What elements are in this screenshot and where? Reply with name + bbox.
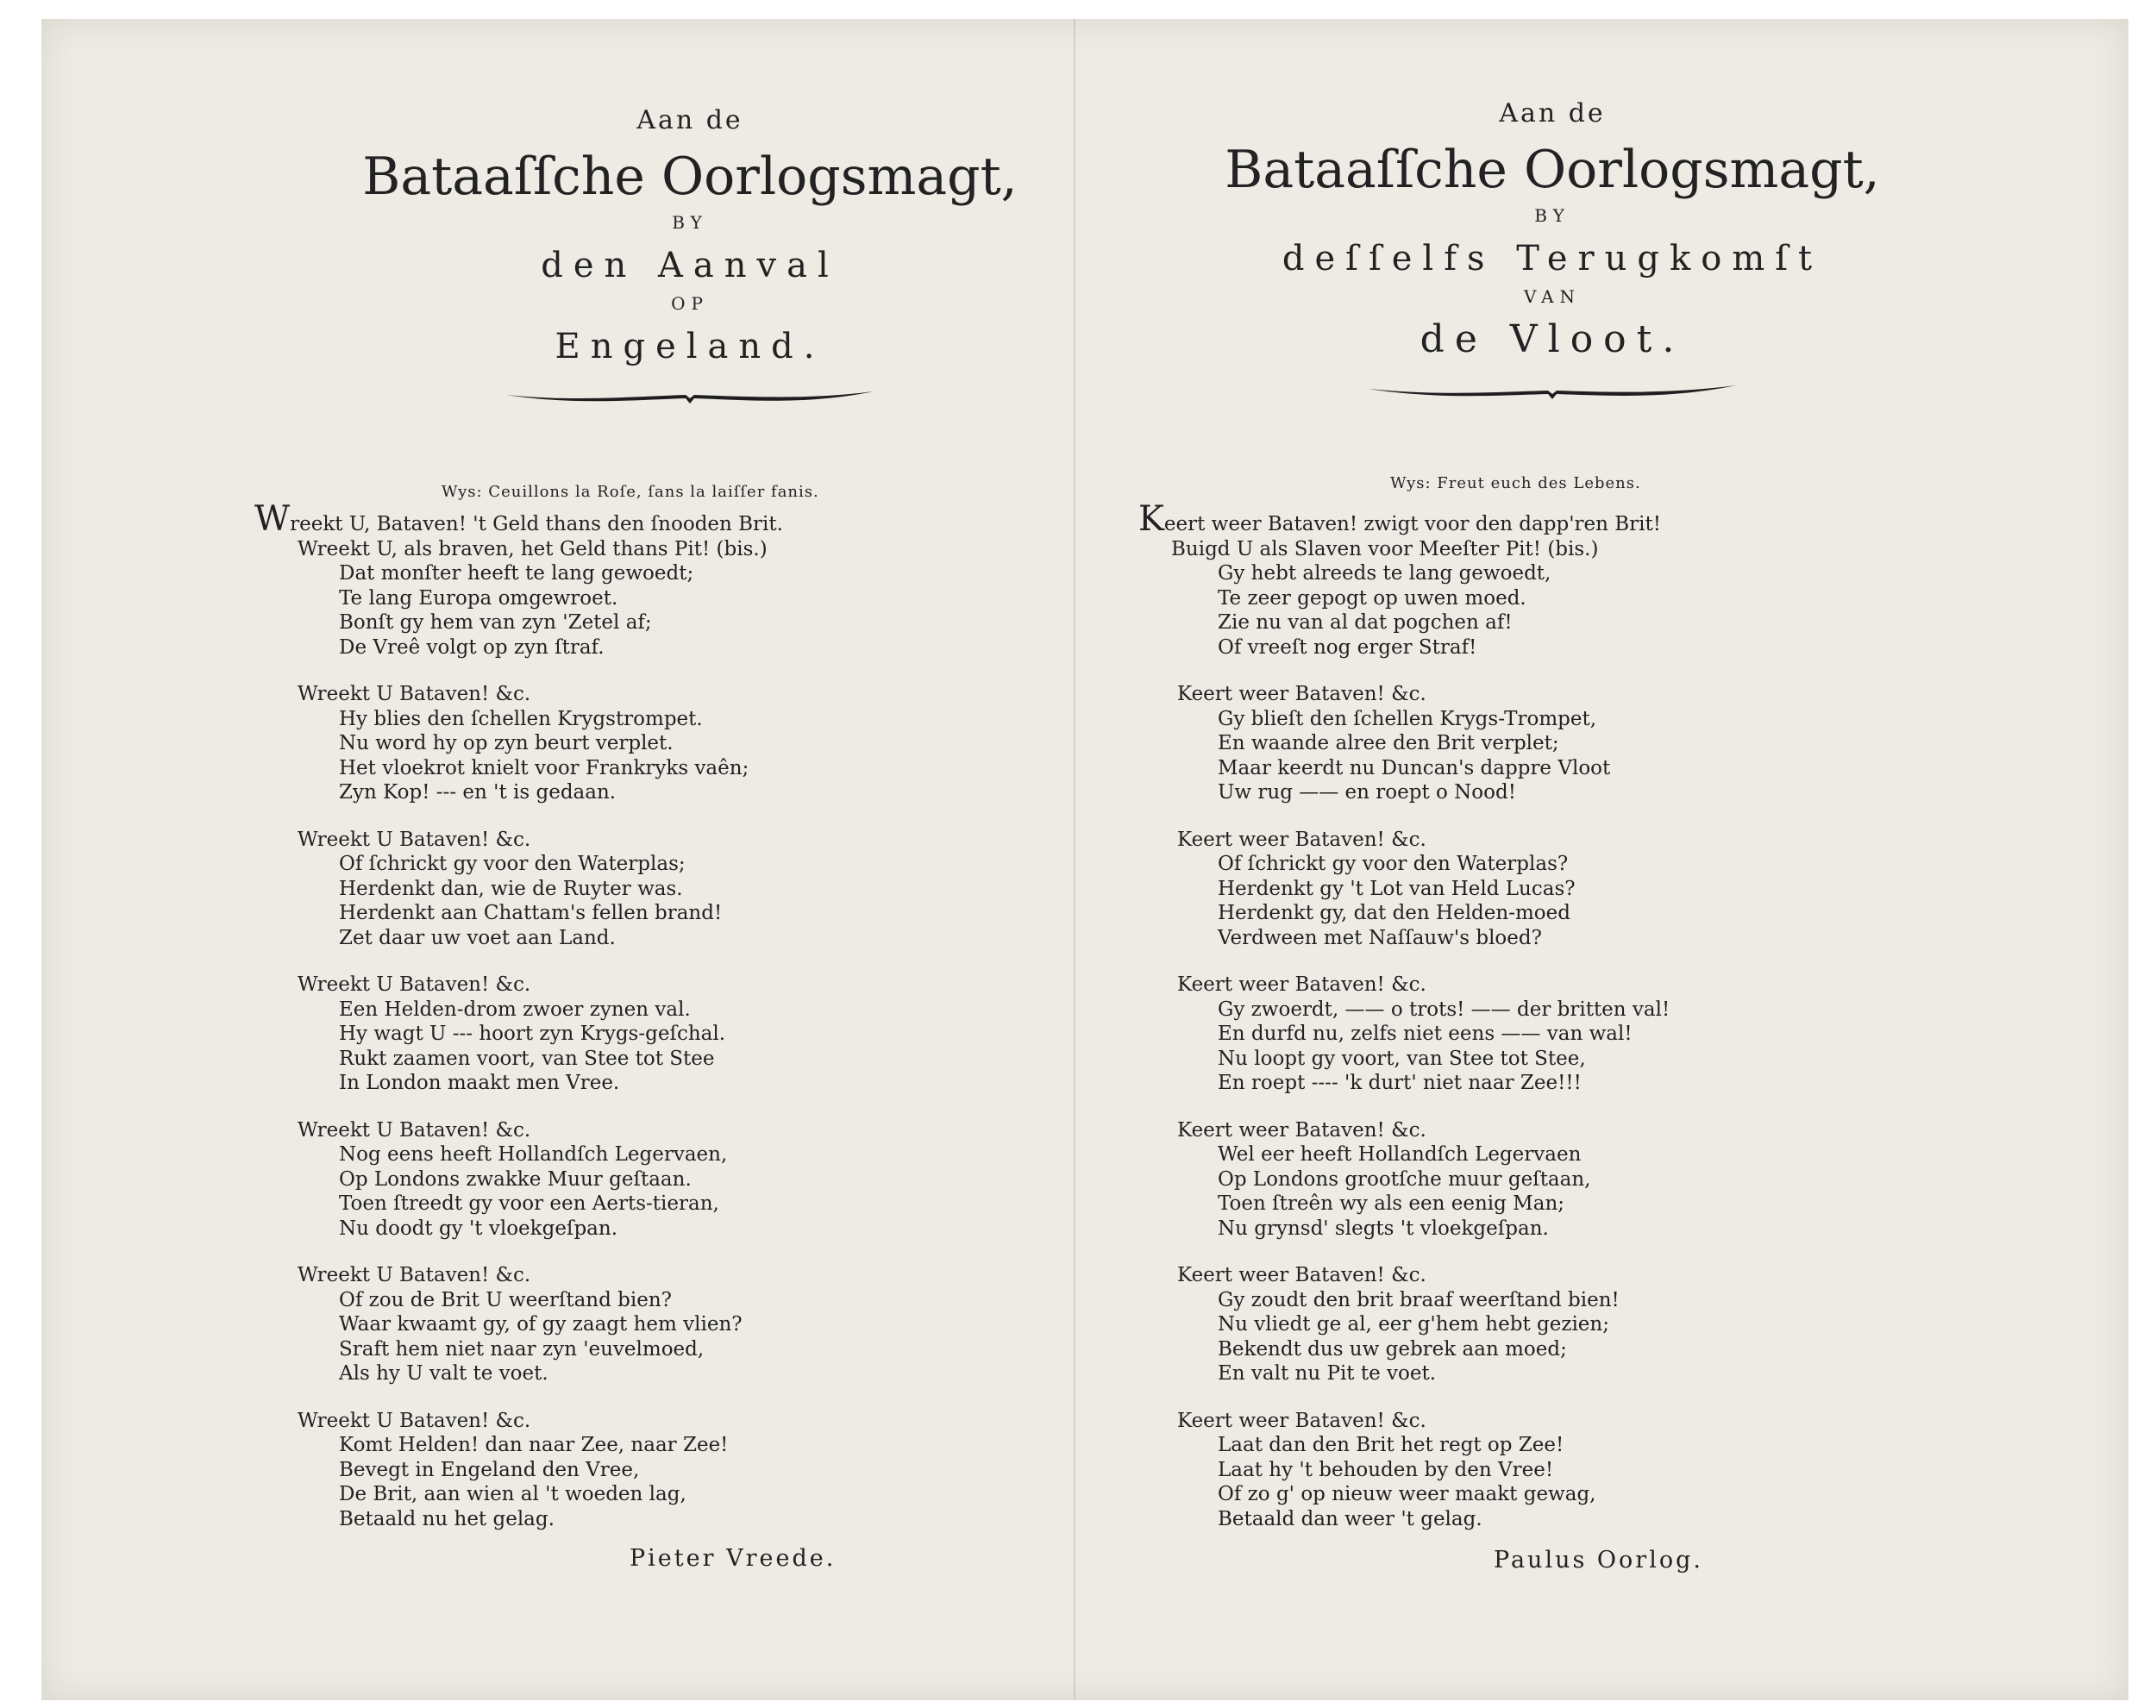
- right-poem-line: Uw rug —— en roept o Nood!: [1218, 781, 1516, 804]
- right-title-line1: Aan de: [1499, 98, 1606, 128]
- right-poem-line: Herdenkt gy 't Lot van Held Lucas?: [1218, 877, 1576, 900]
- left-poem-line: Herdenkt dan, wie de Ruyter was.: [339, 877, 683, 900]
- right-stanza-2: [1138, 682, 1670, 805]
- left-title-line6: Engeland.: [555, 327, 825, 366]
- left-title-block: [354, 105, 1026, 407]
- left-drop-cap: W: [254, 499, 291, 539]
- left-poem-line: Als hy U valt te voet.: [339, 1362, 548, 1385]
- left-poem-line: Betaald nu het gelag.: [339, 1507, 555, 1530]
- right-poem-line: Nu vliedt ge al, eer g'hem hebt gezien;: [1218, 1313, 1609, 1336]
- left-poem-line: Bevegt in Engeland den Vree,: [339, 1458, 640, 1481]
- left-title-main: Bataaſſche Oorlogsmagt,: [362, 147, 1018, 207]
- right-poem-line: Zie nu van al dat pogchen af!: [1218, 611, 1513, 634]
- right-signature: Paulus Oorlog.: [1494, 1547, 1703, 1573]
- left-stanza-6: [254, 1263, 783, 1386]
- right-poem-line: Te zeer gepogt op uwen moed.: [1218, 586, 1526, 610]
- right-poem-line: Nu loopt gy voort, van Stee tot Stee,: [1218, 1047, 1586, 1070]
- right-poem-line: Buigd U als Slaven voor Meeſter Pit! (bis.): [1171, 537, 1599, 560]
- left-poem-line: Te lang Europa omgewroet.: [339, 586, 618, 610]
- right-poem-line: Verdween met Naſſauw's bloed?: [1218, 926, 1542, 949]
- left-poem-line: Of ſchrickt gy voor den Waterplas;: [339, 853, 686, 875]
- left-poem: [254, 499, 783, 1554]
- right-poem-line: Laat hy 't behouden by den Vree!: [1218, 1458, 1554, 1481]
- right-poem-line: Keert weer Bataven! &c.: [1177, 973, 1426, 996]
- left-stanza-1: [254, 499, 783, 660]
- left-poem-line: Wreekt U Bataven! &c.: [298, 1118, 531, 1142]
- right-stanza-1: [1138, 499, 1670, 660]
- left-title-line4: den Aanval: [541, 246, 839, 285]
- left-stanza-3: [254, 828, 783, 951]
- left-title-line1: Aan de: [636, 105, 743, 135]
- left-poem-line: [254, 499, 783, 539]
- right-poem-line: Of zo g' op nieuw weer maakt gewag,: [1218, 1483, 1596, 1505]
- right-poem-line: Herdenkt gy, dat den Helden-moed: [1218, 902, 1570, 924]
- left-ornament-divider: [505, 386, 875, 407]
- right-poem-line: Gy blieſt den ſchellen Krygs-Trompet,: [1218, 707, 1597, 730]
- left-poem-line: Sraft hem niet naar zyn 'euvelmoed,: [339, 1337, 705, 1361]
- left-poem-line: Waar kwaamt gy, of gy zaagt hem vlien?: [339, 1313, 743, 1336]
- left-poem-line: De Vreê volgt op zyn ſtraf.: [339, 635, 605, 659]
- left-poem-line: Dat monſter heeft te lang gewoedt;: [339, 562, 694, 585]
- left-tune-line: Wys: Ceuillons la Roſe, ſans la laiſſer fanis.: [442, 483, 819, 501]
- right-poem-line: En durfd nu, zelfs niet eens —— van wal!: [1218, 1023, 1633, 1045]
- left-poem-line: Of zou de Brit U weerſtand bien?: [339, 1288, 672, 1311]
- right-poem-line: En valt nu Pit te voet.: [1218, 1362, 1437, 1385]
- left-signature: Pieter Vreede.: [630, 1545, 837, 1572]
- right-poem-line: [1138, 499, 1670, 539]
- left-poem-line: Bonſt gy hem van zyn 'Zetel af;: [339, 611, 652, 634]
- right-poem-line: Keert weer Bataven! &c.: [1177, 828, 1426, 851]
- left-poem-line: Een Helden-drom zwoer zynen val.: [339, 998, 691, 1021]
- right-poem-line: Maar keerdt nu Duncan's dappre Vloot: [1218, 756, 1611, 779]
- right-title-line4: deſſelfs Terugkomſt: [1282, 239, 1823, 278]
- right-title-by: BY: [1534, 205, 1570, 226]
- right-title-van: VAN: [1523, 286, 1582, 307]
- left-poem-line: Het vloekrot knielt voor Frankryks vaên;: [339, 756, 749, 779]
- left-poem-line: Wreekt U Bataven! &c.: [298, 1264, 531, 1286]
- right-title-line6: de Vloot.: [1420, 317, 1685, 361]
- left-poem-line: Rukt zaamen voort, van Stee tot Stee: [339, 1047, 715, 1070]
- left-stanza-2: [254, 682, 783, 805]
- left-stanza-5: [254, 1118, 783, 1242]
- right-poem: [1138, 499, 1670, 1554]
- right-poem-line: Bekendt dus uw gebrek aan moed;: [1218, 1337, 1567, 1361]
- right-poem-line: Gy zwoerdt, —— o trots! —— der britten val!: [1218, 998, 1670, 1021]
- right-poem-line: Gy zoudt den brit braaf weerſtand bien!: [1218, 1288, 1620, 1311]
- left-poem-line: Nog eens heeft Hollandſch Legervaen,: [339, 1143, 728, 1166]
- right-poem-line: Of vreeſt nog erger Straf!: [1218, 635, 1477, 659]
- left-poem-line: Herdenkt aan Chattam's fellen brand!: [339, 902, 723, 924]
- right-poem-line: En roept ---- 'k durt' niet naar Zee!!!: [1218, 1072, 1582, 1094]
- right-title-block: [1173, 98, 1932, 403]
- left-title-op: OP: [671, 293, 709, 314]
- left-title-by: BY: [672, 212, 708, 233]
- right-stanza-5: [1138, 1118, 1670, 1242]
- right-stanza-4: [1138, 973, 1670, 1096]
- left-poem-line: Zet daar uw voet aan Land.: [339, 926, 616, 949]
- left-poem-line: De Brit, aan wien al 't woeden lag,: [339, 1483, 686, 1505]
- left-poem-line: Wreekt U Bataven! &c.: [298, 1409, 531, 1432]
- right-poem-line: Gy hebt alreeds te lang gewoedt,: [1218, 562, 1551, 585]
- left-poem-line: Hy blies den ſchellen Krygstrompet.: [339, 707, 703, 730]
- left-page: [216, 19, 1061, 1700]
- right-poem-line: Wel eer heeft Hollandſch Legervaen: [1218, 1143, 1582, 1166]
- right-poem-line: Keert weer Bataven! &c.: [1177, 1409, 1426, 1432]
- right-poem-line: En waande alree den Brit verplet;: [1218, 732, 1559, 754]
- right-poem-line-text: eert weer Bataven! zwigt voor den dapp'ren Brit!: [1163, 513, 1661, 535]
- left-poem-line: Op Londons zwakke Muur geſtaan.: [339, 1167, 692, 1191]
- right-stanza-3: [1138, 828, 1670, 951]
- left-stanza-7: [254, 1409, 783, 1532]
- right-poem-line: Nu grynsd' slegts 't vloekgeſpan.: [1218, 1217, 1549, 1240]
- left-poem-line: Komt Helden! dan naar Zee, naar Zee!: [339, 1434, 729, 1456]
- right-page: [1121, 19, 2070, 1700]
- right-poem-line: Keert weer Bataven! &c.: [1177, 1264, 1426, 1286]
- right-poem-line: Op Londons grootſche muur geſtaan,: [1218, 1167, 1591, 1191]
- right-stanza-7: [1138, 1409, 1670, 1532]
- left-poem-line: Nu doodt gy 't vloekgeſpan.: [339, 1217, 617, 1240]
- left-poem-line: Wreekt U Bataven! &c.: [298, 973, 531, 996]
- left-poem-line: Wreekt U Bataven! &c.: [298, 683, 531, 705]
- left-poem-line: Wreekt U, als braven, het Geld thans Pit! (bis.): [298, 537, 768, 560]
- left-poem-line-text: reekt U, Bataven! 't Geld thans den ſnooden Brit.: [290, 513, 783, 535]
- left-poem-line: Nu word hy op zyn beurt verplet.: [339, 732, 674, 754]
- right-poem-line: Of ſchrickt gy voor den Waterplas?: [1218, 853, 1569, 875]
- right-drop-cap: K: [1138, 499, 1164, 539]
- left-stanza-4: [254, 973, 783, 1096]
- left-poem-line: Wreekt U Bataven! &c.: [298, 828, 531, 851]
- left-poem-line: In London maakt men Vree.: [339, 1072, 620, 1094]
- left-poem-line: Hy wagt U --- hoort zyn Krygs-geſchal.: [339, 1023, 726, 1045]
- right-tune-line: Wys: Freut euch des Lebens.: [1390, 474, 1641, 492]
- right-poem-line: Betaald dan weer 't gelag.: [1218, 1507, 1482, 1530]
- right-ornament-divider: [1367, 382, 1738, 403]
- right-title-main: Bataaſſche Oorlogsmagt,: [1225, 140, 1880, 200]
- right-stanza-6: [1138, 1263, 1670, 1386]
- left-poem-line: Toen ſtreedt gy voor een Aerts-tieran,: [339, 1192, 719, 1215]
- right-poem-line: Keert weer Bataven! &c.: [1177, 1118, 1426, 1142]
- center-fold: [1074, 19, 1075, 1700]
- right-poem-line: Keert weer Bataven! &c.: [1177, 683, 1426, 705]
- right-poem-line: Toen ſtreên wy als een eenig Man;: [1218, 1192, 1565, 1215]
- right-poem-line: Laat dan den Brit het regt op Zee!: [1218, 1434, 1564, 1456]
- left-poem-line: Zyn Kop! --- en 't is gedaan.: [339, 781, 617, 804]
